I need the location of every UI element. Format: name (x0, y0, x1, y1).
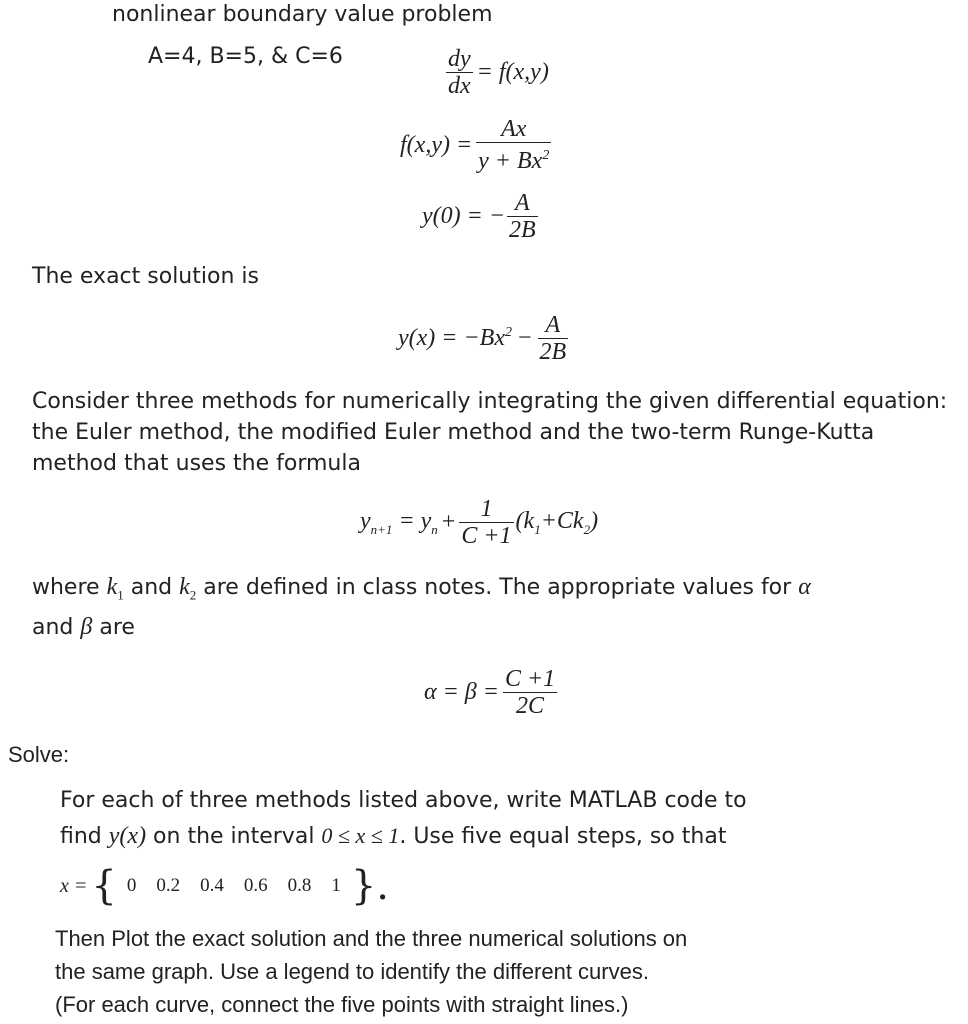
solve-line-1: For each of three methods listed above, write MATLAB code to (60, 788, 747, 813)
x-value: 0.6 (243, 875, 268, 896)
x-values-set: x = { 0 0.2 0.4 0.6 0.8 1 }. (60, 863, 389, 909)
fraction-dydx: $\frac{dy}{dx}$ (448, 46, 471, 99)
equation-initial-condition: y(0) = − $\frac{A}{2B}$ (422, 190, 536, 243)
equation-alpha-beta: α = β = $\frac{C +1}{2C}$ (424, 666, 556, 719)
x-value: 1 (331, 875, 341, 896)
x-value: 0.4 (200, 875, 224, 896)
x-value: 0 (126, 875, 137, 896)
plot-line-1: Then Plot the exact solution and the three numerical solutions on (55, 926, 688, 951)
x-values-list (117, 875, 351, 897)
fraction-initial: $\frac{A}{2B}$ (509, 190, 536, 243)
x-value: 0.8 (287, 875, 312, 896)
fraction-fxy: $\frac{Ax}{y + Bx^2}$ (478, 116, 550, 174)
fraction-rk: $\frac{1}{C +1}$ (461, 496, 512, 549)
page-title: nonlinear boundary value problem (112, 2, 493, 27)
parameter-values: A=4, B=5, & C=6 (148, 44, 343, 69)
fraction-alpha-beta: $\frac{C +1}{2C}$ (504, 666, 556, 719)
where-line-1: where $k_1$ and $k_2$ are defined in class notes. The appropriate values for α (32, 574, 811, 603)
x-value: 0.2 (156, 875, 181, 896)
solve-line-2: find y(x) on the interval 0 ≤ x ≤ 1. Use five equal steps, so that (60, 823, 727, 849)
exact-solution-label: The exact solution is (32, 264, 259, 289)
equation-fxy: f(x,y) = $\frac{Ax}{y + Bx^2}$ (400, 116, 550, 174)
equation-exact-solution: $y(x) = -Bx^2$ − $\frac{A}{2B}$ (398, 312, 567, 365)
equation-ode: $\frac{dy}{dx}$ = f(x,y) (448, 46, 549, 99)
fraction-exact: $\frac{A}{2B}$ (539, 312, 567, 365)
solve-label: Solve: (8, 742, 70, 767)
methods-paragraph: Consider three methods for numerically integrating the given differential equation: the Euler method, the modified Euler method and the two-term Runge-Kutta method that uses the formula (32, 389, 948, 476)
equation-runge-kutta: $y_{n+1}$ = $y_n$ + $\frac{1}{C +1}$ $(k_1+Ck_2)$ (360, 496, 599, 549)
plot-line-3: (For each curve, connect the five points with straight lines.) (55, 992, 629, 1017)
where-line-2: and β are (32, 614, 135, 640)
plot-line-2: the same graph. Use a legend to identify the different curves. (55, 959, 649, 984)
